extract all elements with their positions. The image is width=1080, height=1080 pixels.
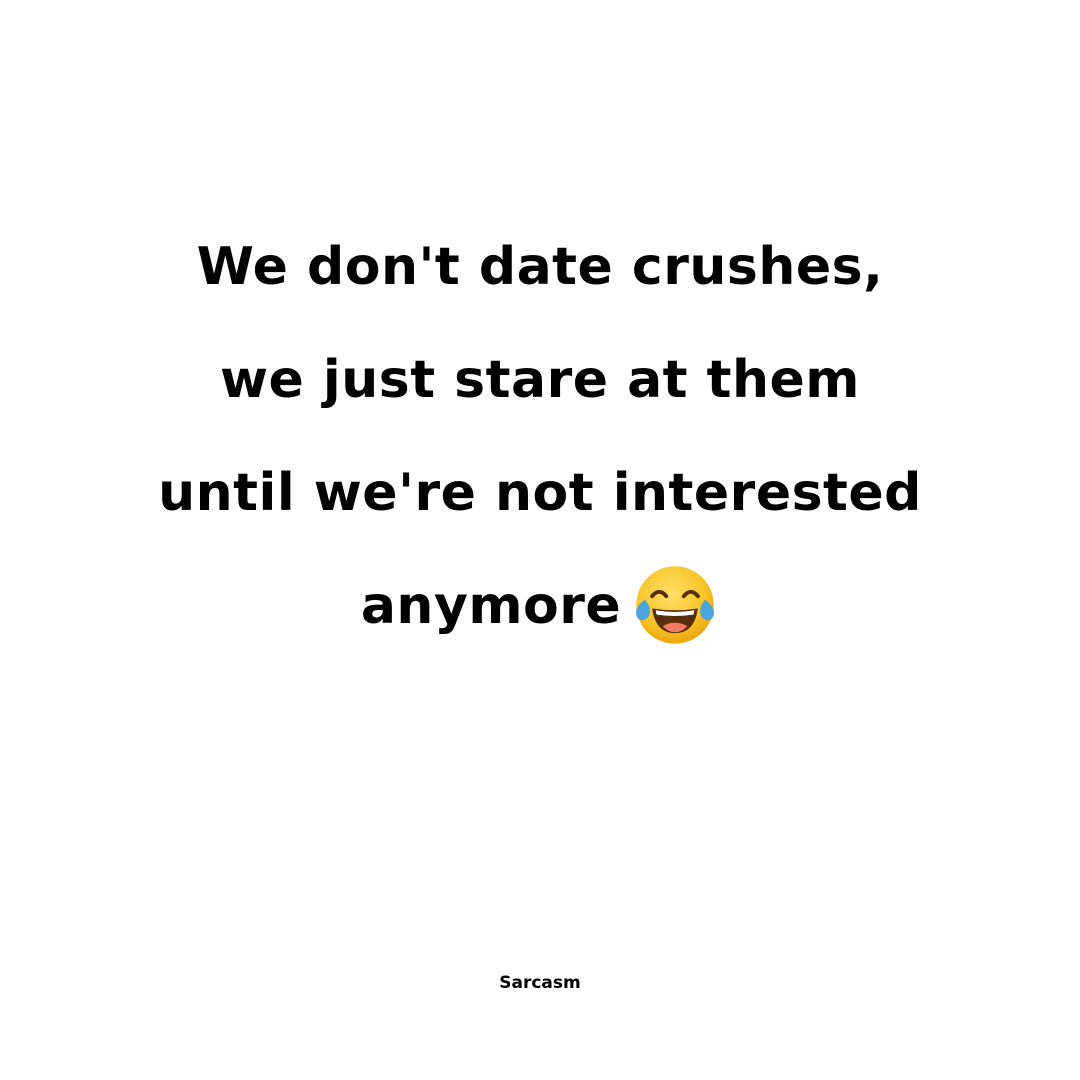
face-with-tears-of-joy-icon xyxy=(631,561,719,649)
footer-label: Sarcasm xyxy=(499,973,581,993)
quote-line-4 xyxy=(40,561,1040,674)
quote-line-4-text: anymore xyxy=(360,576,622,636)
quote-line-1: We don't date crushes, xyxy=(196,237,884,297)
quote-line-2: we just stare at them xyxy=(220,350,860,410)
quote-line-3: until we're not interested xyxy=(158,463,922,523)
quote-text xyxy=(40,222,1040,674)
